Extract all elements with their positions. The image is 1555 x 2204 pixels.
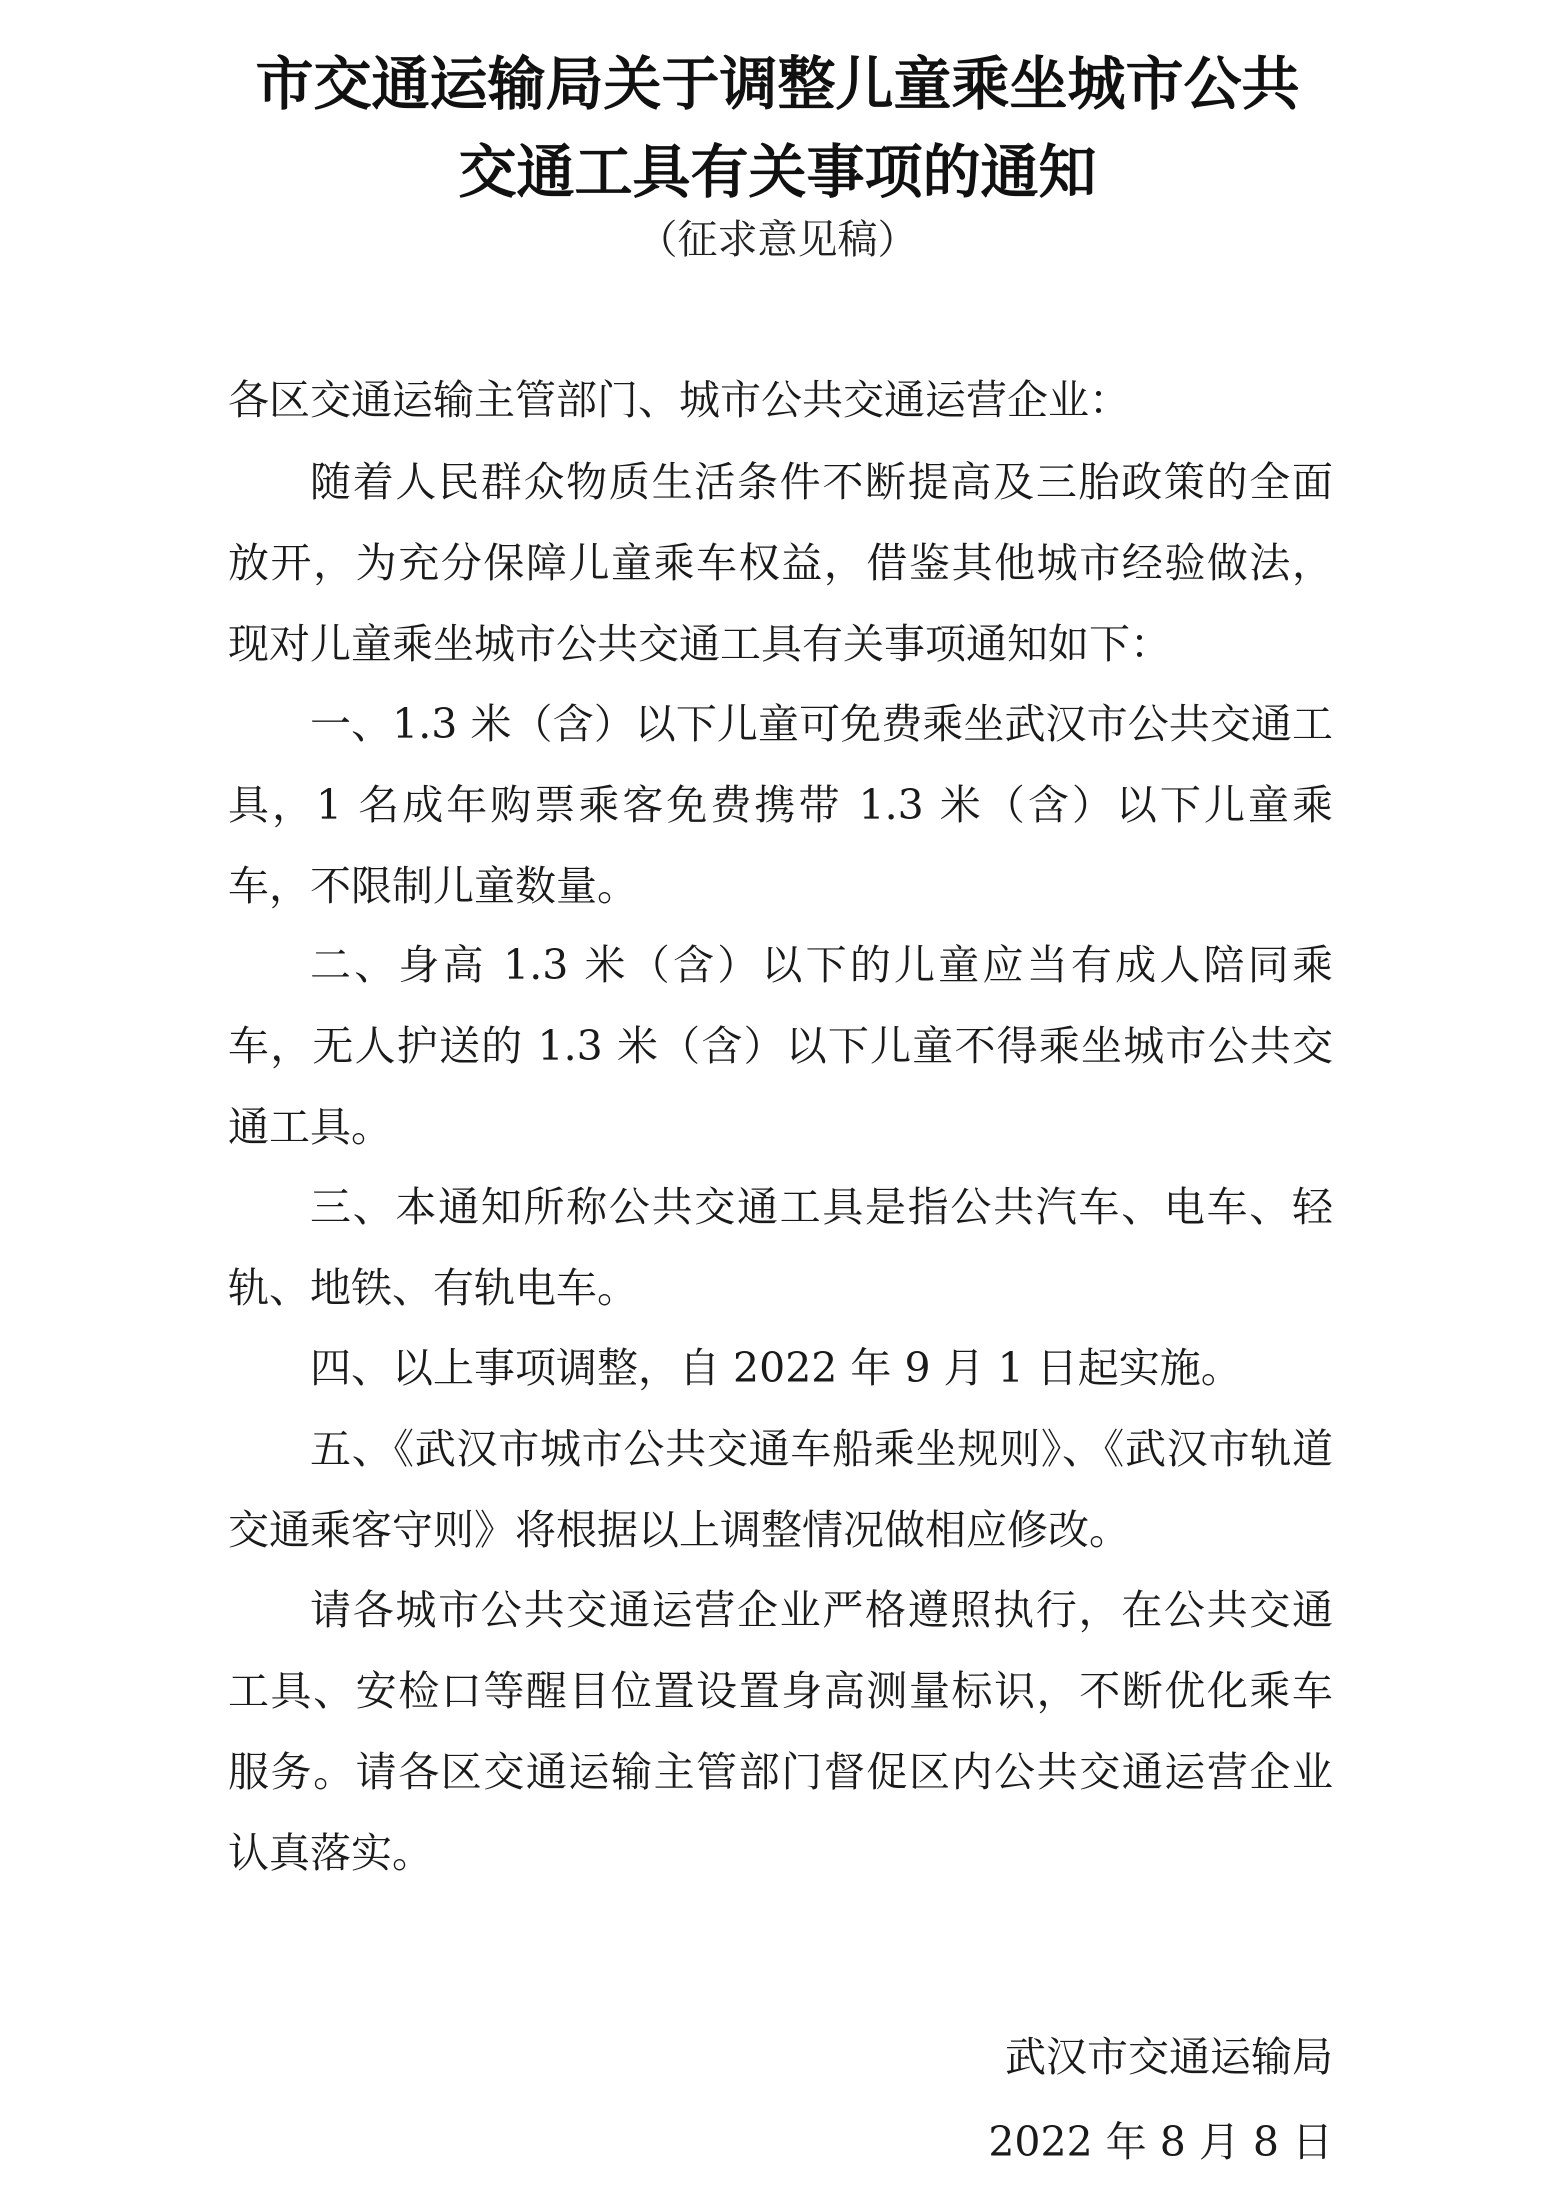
document-title	[0, 40, 1555, 216]
paragraph-item-2: 二、身高 1.3 米（含）以下的儿童应当有成人陪同乘车，无人护送的 1.3 米（含）以下儿童不得乘坐城市公共交通工具。	[228, 941, 1333, 1151]
paragraph-item-4: 四、以上事项调整，自 2022 年 9 月 1 日起实施。	[310, 1344, 1242, 1392]
document-subtitle: （征求意见稿）	[637, 217, 918, 263]
document-title-line-2: 交通工具有关事项的通知	[458, 138, 1097, 206]
paragraph-item-1: 一、1.3 米（含）以下儿童可免费乘坐武汉市公共交通工具，1 名成年购票乘客免费携带 1.3 米（含）以下儿童乘车，不限制儿童数量。	[228, 700, 1333, 910]
paragraph-item-5: 五、《武汉市城市公共交通车船乘坐规则》、《武汉市轨道交通乘客守则》将根据以上调整情况做相应修改。	[228, 1425, 1333, 1554]
document-title-line-1: 市交通运输局关于调整儿童乘坐城市公共	[255, 50, 1300, 118]
paragraph-item-3: 三、本通知所称公共交通工具是指公共汽车、电车、轻轨、地铁、有轨电车。	[228, 1183, 1333, 1312]
paragraph-closing: 请各城市公共交通运营企业严格遵照执行，在公共交通工具、安检口等醒目位置设置身高测量标识，不断优化乘车服务。请各区交通运输主管部门督促区内公共交通运营企业认真落实。	[228, 1586, 1333, 1877]
signature-organization: 武汉市交通运输局	[1005, 2033, 1333, 2081]
signature-date: 2022 年 8 月 8 日	[988, 2118, 1333, 2166]
paragraph-intro: 随着人民群众物质生活条件不断提高及三胎政策的全面放开，为充分保障儿童乘车权益，借鉴其他城市经验做法，现对儿童乘坐城市公共交通工具有关事项通知如下：	[228, 458, 1333, 668]
salutation: 各区交通运输主管部门、城市公共交通运营企业：	[228, 376, 1130, 424]
